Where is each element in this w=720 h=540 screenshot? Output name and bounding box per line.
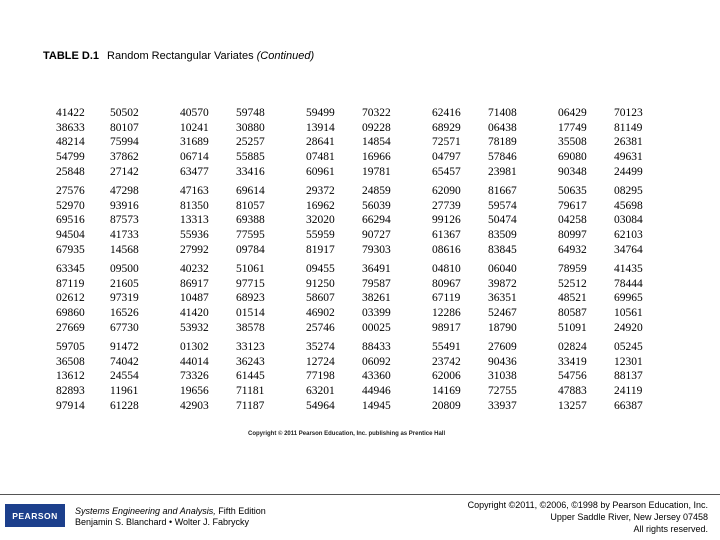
table-cell: 62006: [432, 370, 461, 383]
table-cell: 54799: [56, 151, 85, 164]
table-cell: 04810: [432, 262, 461, 275]
footer-divider: [0, 494, 720, 495]
table-cell: 39872: [488, 277, 517, 290]
table-cell: 31689: [180, 136, 209, 149]
table-cell: 61367: [432, 229, 461, 241]
table-cell: 50502: [110, 107, 139, 119]
table-cell: 90727: [362, 229, 391, 241]
table-cell: 81667: [488, 184, 517, 197]
table-cell: 62103: [614, 229, 643, 241]
table-cell: 87119: [56, 277, 85, 290]
table-cell: 69388: [236, 214, 265, 227]
table-cell: 93916: [110, 199, 139, 212]
table-cell: 01302: [180, 340, 209, 353]
table-cell: 25257: [236, 136, 265, 149]
table-cell: 06092: [362, 355, 391, 368]
table-cell: 90436: [488, 355, 517, 368]
table-cell: 47298: [110, 184, 139, 197]
table-cell: 14854: [362, 136, 391, 149]
table-cell: 30880: [236, 121, 265, 134]
table-cell: 36351: [488, 292, 517, 305]
table-cell: 79587: [362, 277, 391, 290]
table-cell: 02612: [56, 292, 85, 305]
table-cell: 98917: [432, 321, 461, 334]
table-cell: 69080: [558, 151, 587, 164]
table-cell: 47883: [558, 384, 587, 397]
table-cell: 70322: [362, 107, 391, 119]
table-cell: 63201: [306, 384, 335, 397]
copyright-line-1: Copyright ©2011, ©2006, ©1998 by Pearson Education, Inc.: [467, 500, 708, 510]
table-cell: 04258: [558, 214, 587, 227]
table-title-text: Random Rectangular Variates: [107, 50, 254, 62]
table-cell: 07481: [306, 151, 335, 164]
table-cell: 52467: [488, 306, 517, 319]
publisher-copyright: Copyright © 2011 Pearson Education, Inc. publishing as Prentice Hall: [248, 431, 446, 437]
table-cell: 09228: [362, 121, 391, 134]
table-cell: 79617: [558, 199, 587, 212]
table-cell: 62416: [432, 107, 461, 119]
copyright-line-2: Upper Saddle River, New Jersey 07458: [550, 512, 708, 522]
table-cell: 90348: [558, 165, 587, 178]
table-cell: 27669: [56, 321, 85, 334]
table-cell: 70123: [614, 107, 643, 119]
table-cell: 16962: [306, 199, 335, 212]
table-cell: 61228: [110, 399, 139, 412]
table-cell: 80107: [110, 121, 139, 134]
table-cell: 38633: [56, 121, 85, 134]
table-cell: 24499: [614, 165, 643, 178]
table-cell: 48214: [56, 136, 85, 149]
table-cell: 13313: [180, 214, 209, 227]
table-cell: 55936: [180, 229, 209, 241]
table-cell: 55491: [432, 340, 461, 353]
table-cell: 69965: [614, 292, 643, 305]
table-cell: 91250: [306, 277, 335, 290]
table-cell: 82893: [56, 384, 85, 397]
table-cell: 03084: [614, 214, 643, 227]
table-cell: 80967: [432, 277, 461, 290]
table-cell: 45698: [614, 199, 643, 212]
book-edition: Fifth Edition: [215, 506, 266, 516]
table-cell: 51091: [558, 321, 587, 334]
table-cell: 66387: [614, 399, 643, 412]
table-cell: 16966: [362, 151, 391, 164]
table-cell: 68929: [432, 121, 461, 134]
table-cell: 25848: [56, 165, 85, 178]
table-cell: 71187: [236, 399, 265, 412]
table-cell: 67935: [56, 243, 85, 256]
table-continued-note: (Continued): [256, 50, 315, 62]
table-cell: 48521: [558, 292, 587, 305]
table-cell: 46902: [306, 306, 335, 319]
table-cell: 78189: [488, 136, 517, 149]
table-cell: 72755: [488, 384, 517, 397]
table-cell: 09455: [306, 262, 335, 275]
table-cell: 65457: [432, 165, 461, 178]
table-cell: 69614: [236, 184, 265, 197]
table-cell: 24920: [614, 321, 643, 334]
table-cell: 10487: [180, 292, 209, 305]
table-cell: 81057: [236, 199, 265, 212]
table-cell: 50474: [488, 214, 517, 227]
table-cell: 02824: [558, 340, 587, 353]
table-cell: 35508: [558, 136, 587, 149]
table-cell: 52512: [558, 277, 587, 290]
table-cell: 23742: [432, 355, 461, 368]
table-cell: 52970: [56, 199, 85, 212]
table-cell: 18790: [488, 321, 517, 334]
table-cell: 36243: [236, 355, 265, 368]
book-title: Systems Engineering and Analysis,: [75, 506, 216, 516]
table-title: [43, 50, 314, 62]
table-cell: 50635: [558, 184, 587, 197]
table-cell: 58607: [306, 292, 335, 305]
table-cell: 16526: [110, 306, 139, 319]
table-cell: 47163: [180, 184, 209, 197]
table-cell: 80997: [558, 229, 587, 241]
table-cell: 64932: [558, 243, 587, 256]
table-label: TABLE D.1: [43, 50, 100, 62]
table-cell: 78444: [614, 277, 643, 290]
table-cell: 56039: [362, 199, 391, 212]
table-cell: 12301: [614, 355, 643, 368]
table-cell: 81917: [306, 243, 335, 256]
table-cell: 61445: [236, 370, 265, 383]
table-cell: 63477: [180, 165, 209, 178]
table-cell: 24554: [110, 370, 139, 383]
table-cell: 10561: [614, 306, 643, 319]
table-cell: 97715: [236, 277, 265, 290]
table-cell: 27992: [180, 243, 209, 256]
table-cell: 68923: [236, 292, 265, 305]
table-cell: 26381: [614, 136, 643, 149]
table-cell: 27142: [110, 165, 139, 178]
table-cell: 42903: [180, 399, 209, 412]
table-cell: 14945: [362, 399, 391, 412]
table-cell: 55885: [236, 151, 265, 164]
table-cell: 08295: [614, 184, 643, 197]
table-cell: 27576: [56, 184, 85, 197]
table-cell: 33419: [558, 355, 587, 368]
table-cell: 00025: [362, 321, 391, 334]
table-cell: 43360: [362, 370, 391, 383]
table-cell: 01514: [236, 306, 265, 319]
table-cell: 55959: [306, 229, 335, 241]
table-cell: 05245: [614, 340, 643, 353]
table-cell: 77595: [236, 229, 265, 241]
table-cell: 35274: [306, 340, 335, 353]
table-cell: 24859: [362, 184, 391, 197]
table-cell: 87573: [110, 214, 139, 227]
table-cell: 66294: [362, 214, 391, 227]
table-cell: 91472: [110, 340, 139, 353]
table-cell: 31038: [488, 370, 517, 383]
table-cell: 62090: [432, 184, 461, 197]
table-cell: 08616: [432, 243, 461, 256]
table-cell: 54964: [306, 399, 335, 412]
table-cell: 74042: [110, 355, 139, 368]
table-cell: 04797: [432, 151, 461, 164]
table-cell: 38578: [236, 321, 265, 334]
table-cell: 78959: [558, 262, 587, 275]
table-cell: 09500: [110, 262, 139, 275]
table-cell: 13612: [56, 370, 85, 383]
table-cell: 59748: [236, 107, 265, 119]
table-cell: 83845: [488, 243, 517, 256]
table-cell: 34764: [614, 243, 643, 256]
table-cell: 80587: [558, 306, 587, 319]
table-cell: 40570: [180, 107, 209, 119]
table-cell: 40232: [180, 262, 209, 275]
footer-copyright: [468, 499, 708, 535]
table-cell: 38261: [362, 292, 391, 305]
table-cell: 28641: [306, 136, 335, 149]
table-cell: 63345: [56, 262, 85, 275]
table-cell: 33937: [488, 399, 517, 412]
table-cell: 21605: [110, 277, 139, 290]
table-cell: 33123: [236, 340, 265, 353]
table-cell: 13914: [306, 121, 335, 134]
table-cell: 27739: [432, 199, 461, 212]
table-cell: 81350: [180, 199, 209, 212]
table-cell: 71408: [488, 107, 517, 119]
pearson-logo: PEARSON: [5, 504, 65, 527]
table-cell: 14568: [110, 243, 139, 256]
book-authors: Benjamin S. Blanchard • Wolter J. Fabrycky: [75, 517, 250, 527]
table-cell: 67119: [432, 292, 461, 305]
table-cell: 59499: [306, 107, 335, 119]
table-cell: 51061: [236, 262, 265, 275]
table-cell: 69516: [56, 214, 85, 227]
table-cell: 19781: [362, 165, 391, 178]
table-cell: 77198: [306, 370, 335, 383]
table-cell: 36508: [56, 355, 85, 368]
table-cell: 69860: [56, 306, 85, 319]
table-cell: 41733: [110, 229, 139, 241]
table-cell: 06714: [180, 151, 209, 164]
table-cell: 97319: [110, 292, 139, 305]
table-cell: 19656: [180, 384, 209, 397]
table-cell: 97914: [56, 399, 85, 412]
table-cell: 06429: [558, 107, 587, 119]
table-cell: 23981: [488, 165, 517, 178]
table-cell: 86917: [180, 277, 209, 290]
table-cell: 12286: [432, 306, 461, 319]
table-cell: 94504: [56, 229, 85, 241]
table-cell: 71181: [236, 384, 265, 397]
book-info: [75, 506, 266, 528]
table-cell: 41422: [56, 107, 85, 119]
table-cell: 60961: [306, 165, 335, 178]
table-cell: 41435: [614, 262, 643, 275]
table-cell: 57846: [488, 151, 517, 164]
table-cell: 99126: [432, 214, 461, 227]
table-cell: 83509: [488, 229, 517, 241]
table-cell: 13257: [558, 399, 587, 412]
table-cell: 29372: [306, 184, 335, 197]
table-cell: 33416: [236, 165, 265, 178]
table-cell: 75994: [110, 136, 139, 149]
table-cell: 53932: [180, 321, 209, 334]
table-cell: 10241: [180, 121, 209, 134]
table-cell: 44946: [362, 384, 391, 397]
table-cell: 09784: [236, 243, 265, 256]
table-cell: 79303: [362, 243, 391, 256]
table-cell: 59705: [56, 340, 85, 353]
table-cell: 20809: [432, 399, 461, 412]
table-cell: 49631: [614, 151, 643, 164]
table-cell: 81149: [614, 121, 643, 134]
table-cell: 14169: [432, 384, 461, 397]
table-cell: 25746: [306, 321, 335, 334]
table-cell: 06438: [488, 121, 517, 134]
table-cell: 44014: [180, 355, 209, 368]
table-cell: 24119: [614, 384, 643, 397]
table-cell: 72571: [432, 136, 461, 149]
table-cell: 11961: [110, 384, 139, 397]
table-cell: 73326: [180, 370, 209, 383]
table-cell: 06040: [488, 262, 517, 275]
table-cell: 32020: [306, 214, 335, 227]
copyright-line-3: All rights reserved.: [633, 524, 708, 534]
table-cell: 41420: [180, 306, 209, 319]
table-cell: 88137: [614, 370, 643, 383]
table-cell: 88433: [362, 340, 391, 353]
table-cell: 59574: [488, 199, 517, 212]
table-cell: 12724: [306, 355, 335, 368]
table-cell: 67730: [110, 321, 139, 334]
table-cell: 37862: [110, 151, 139, 164]
table-cell: 03399: [362, 306, 391, 319]
table-cell: 17749: [558, 121, 587, 134]
table-cell: 27609: [488, 340, 517, 353]
table-cell: 36491: [362, 262, 391, 275]
table-cell: 54756: [558, 370, 587, 383]
